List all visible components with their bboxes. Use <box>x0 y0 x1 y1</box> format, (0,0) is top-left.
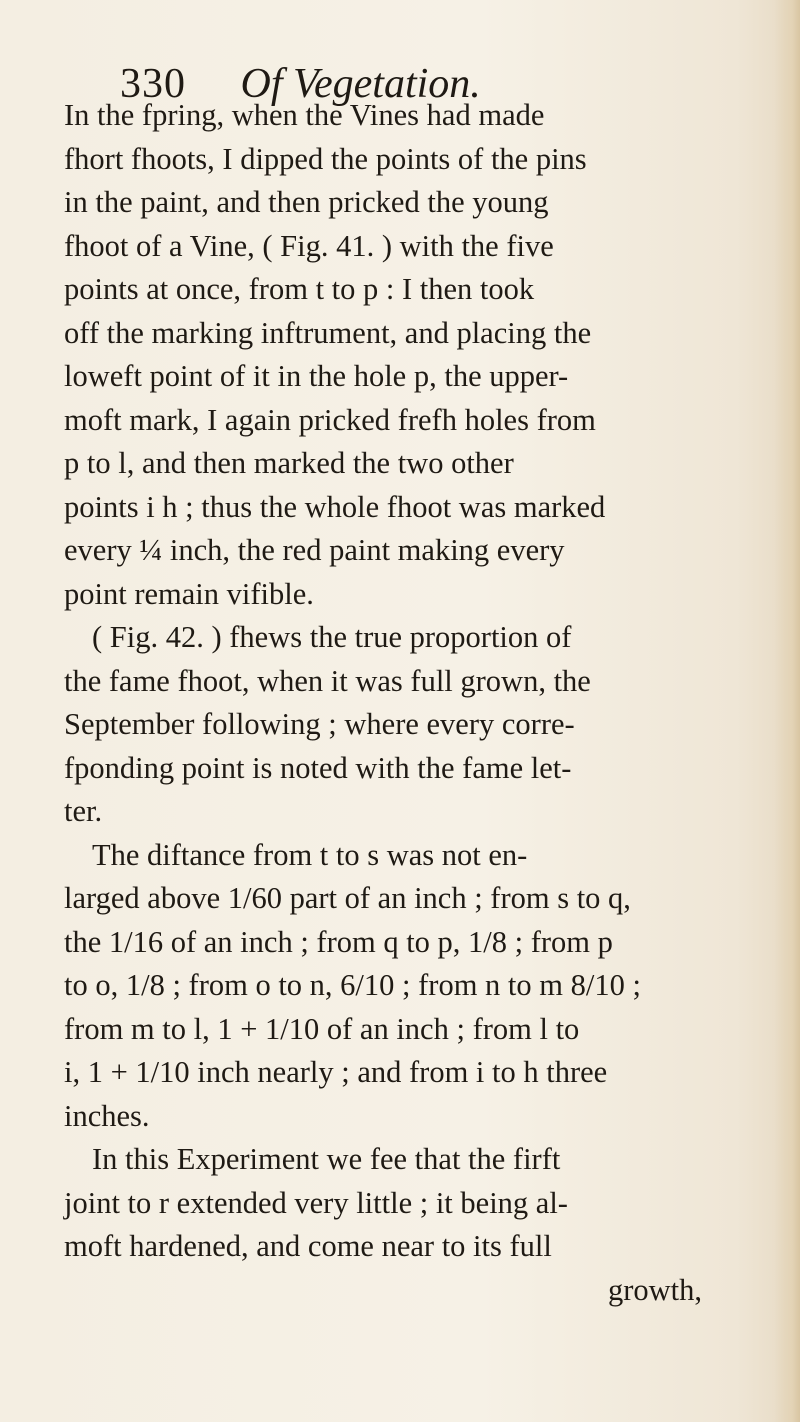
text-line: the 1/16 of an inch ; from q to p, 1/8 ; from p <box>64 924 613 959</box>
text-line: joint to r extended very little ; it being al- <box>64 1185 568 1220</box>
text-line: moft mark, I again pricked frefh holes from <box>64 402 596 437</box>
text-line: in the paint, and then pricked the young <box>64 185 549 219</box>
text-line: from m to l, 1 + 1/10 of an inch ; from l to <box>64 1011 580 1046</box>
running-title: Of Vegetation. <box>240 61 481 107</box>
body-text <box>64 94 754 1312</box>
text-line: p to l, and then marked the two other <box>64 446 514 480</box>
text-line: In the fpring, when the Vines had made <box>64 98 545 132</box>
text-line: ter. <box>64 794 103 828</box>
text-line: fponding point is noted with the fame let- <box>64 750 572 785</box>
text-line: The diftance from t to s was not en- <box>92 837 528 872</box>
text-line: points i h ; thus the whole fhoot was marked <box>64 489 606 524</box>
text-line: i, 1 + 1/10 inch nearly ; and from i to h three <box>64 1055 608 1089</box>
text-line: points at once, from t to p : I then took <box>64 272 535 306</box>
page-number: 330 <box>120 61 186 107</box>
text-line: September following ; where every corre- <box>64 707 575 741</box>
text-line: off the marking inftrument, and placing the <box>64 315 592 350</box>
text-line: fhoot of a Vine, ( Fig. 41. ) with the five <box>64 228 554 263</box>
text-line: ( Fig. 42. ) fhews the true proportion of <box>92 620 572 654</box>
text-line: loweft point of it in the hole p, the upper- <box>64 359 569 393</box>
text-line: In this Experiment we fee that the firft <box>92 1142 561 1176</box>
text-line: the fame fhoot, when it was full grown, the <box>64 663 591 698</box>
text-line: every ¼ inch, the red paint making every <box>64 533 565 567</box>
page-edge-shadow <box>774 0 800 1422</box>
text-line: larged above 1/60 part of an inch ; from s to q, <box>64 881 631 915</box>
text-line: point remain vifible. <box>64 576 314 611</box>
text-line: to o, 1/8 ; from o to n, 6/10 ; from n to m 8/10 ; <box>64 968 641 1002</box>
text-line: fhort fhoots, I dipped the points of the pins <box>64 141 587 176</box>
catchword: growth, <box>608 1272 703 1307</box>
text-line: inches. <box>64 1098 150 1133</box>
text-line: moft hardened, and come near to its full <box>64 1229 552 1263</box>
